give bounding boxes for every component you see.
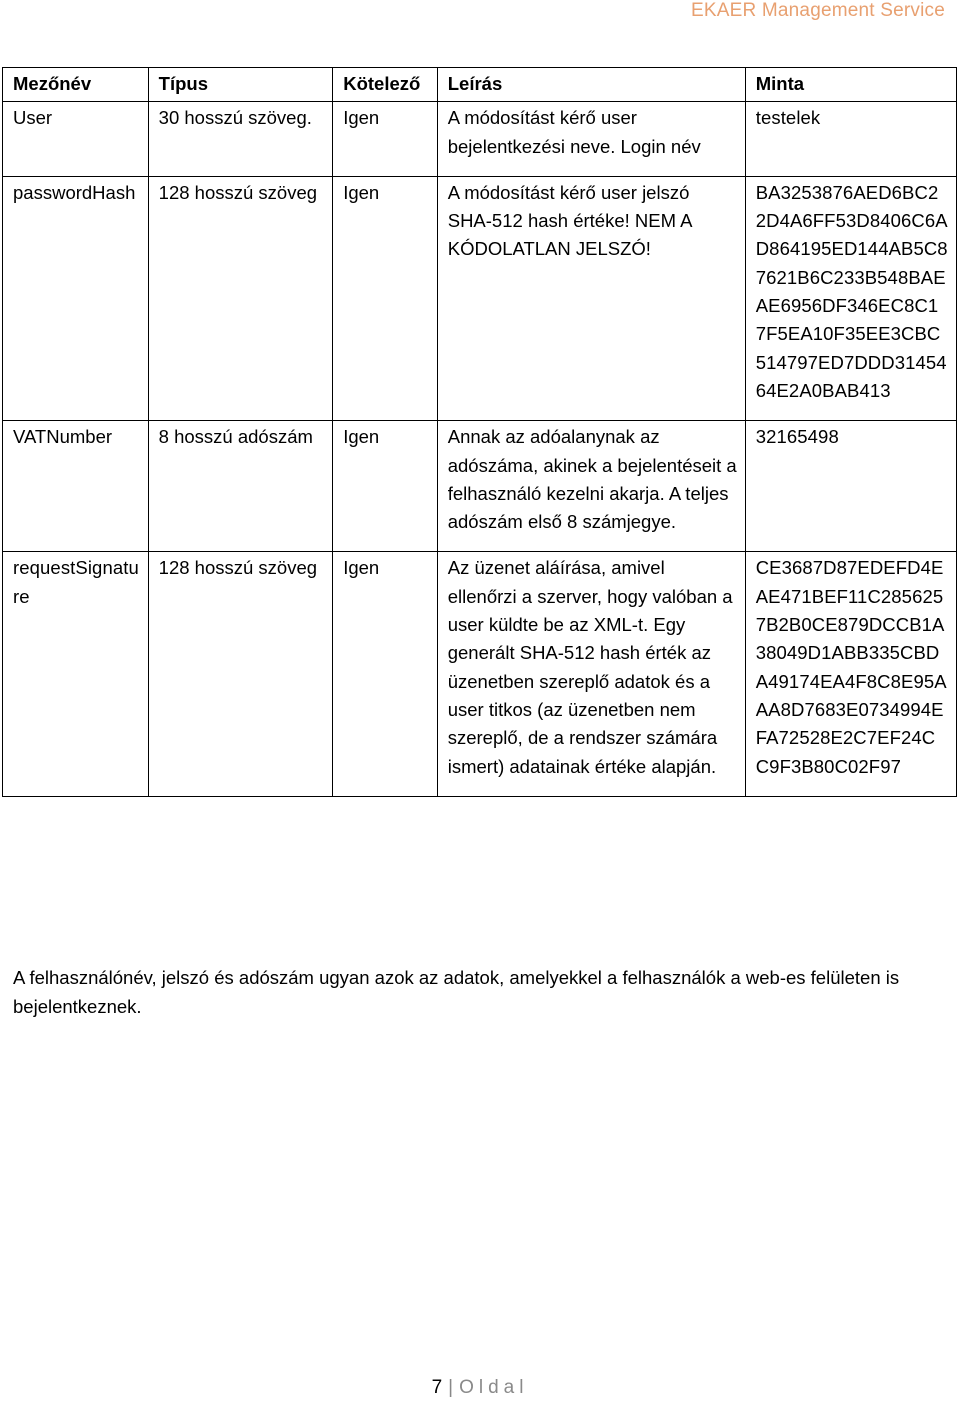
- cell-required: Igen: [333, 102, 438, 177]
- cell-type: 30 hosszú szöveg.: [148, 102, 333, 177]
- field-spec-table: [2, 67, 957, 797]
- cell-description: Annak az adóalanynak az adószáma, akinek a bejelentéseit a felhasználó kezelni akarja. A teljes adószám első 8 számjegye.: [437, 421, 745, 552]
- cell-sample: CE3687D87EDEFD4EAE471BEF11C2856257B2B0CE879DCCB1A38049D1ABB335CBDA49174EA4F8C8E95AAA8D7683E0734994EFA72528E2C7EF24CC9F3B80C02F97: [745, 552, 956, 796]
- column-header-field-name: Mezőnév: [3, 68, 149, 102]
- column-header-description: Leírás: [437, 68, 745, 102]
- cell-sample: BA3253876AED6BC22D4A6FF53D8406C6AD864195ED144AB5C87621B6C233B548BAEAE6956DF346EC8C17F5EA10F35EE3CBC514797ED7DDD3145464E2A0BAB413: [745, 176, 956, 420]
- table-row: [3, 102, 957, 177]
- cell-description: A módosítást kérő user bejelentkezési neve. Login név: [437, 102, 745, 177]
- table-row: [3, 421, 957, 552]
- cell-required: Igen: [333, 552, 438, 796]
- cell-sample: testelek: [745, 102, 956, 177]
- table-header-row: [3, 68, 957, 102]
- cell-required: Igen: [333, 176, 438, 420]
- column-header-sample: Minta: [745, 68, 956, 102]
- column-header-type: Típus: [148, 68, 333, 102]
- page-separator: |: [448, 1377, 454, 1398]
- cell-sample: 32165498: [745, 421, 956, 552]
- cell-field-name: VATNumber: [3, 421, 149, 552]
- cell-description: A módosítást kérő user jelszó SHA-512 hash értéke! NEM A KÓDOLATLAN JELSZÓ!: [437, 176, 745, 420]
- column-header-required: Kötelező: [333, 68, 438, 102]
- page-label: Oldal: [459, 1377, 529, 1398]
- cell-type: 128 hosszú szöveg: [148, 552, 333, 796]
- cell-field-name: User: [3, 102, 149, 177]
- cell-description: Az üzenet aláírása, amivel ellenőrzi a szerver, hogy valóban a user küldte be az XML-t. Egy generált SHA-512 hash érték az üzenetben szereplő adatok és a user titkos (az üzenetben nem szereplő, de a rendszer számára ismert) adatainak értéke alapján.: [437, 552, 745, 796]
- cell-type: 128 hosszú szöveg: [148, 176, 333, 420]
- footnote-paragraph: A felhasználónév, jelszó és adószám ugyan azok az adatok, amelyekkel a felhasználók a web-es felületen is bejelentkeznek.: [13, 967, 900, 1017]
- document-header-title: EKAER Management Service: [690, 0, 945, 21]
- table-row: [3, 176, 957, 420]
- cell-field-name: passwordHash: [3, 176, 149, 420]
- page-number: 7: [431, 1377, 443, 1398]
- page-footer: [0, 1377, 960, 1399]
- table-row: [3, 552, 957, 796]
- cell-required: Igen: [333, 421, 438, 552]
- cell-field-name: requestSignature: [3, 552, 149, 796]
- cell-type: 8 hosszú adószám: [148, 421, 333, 552]
